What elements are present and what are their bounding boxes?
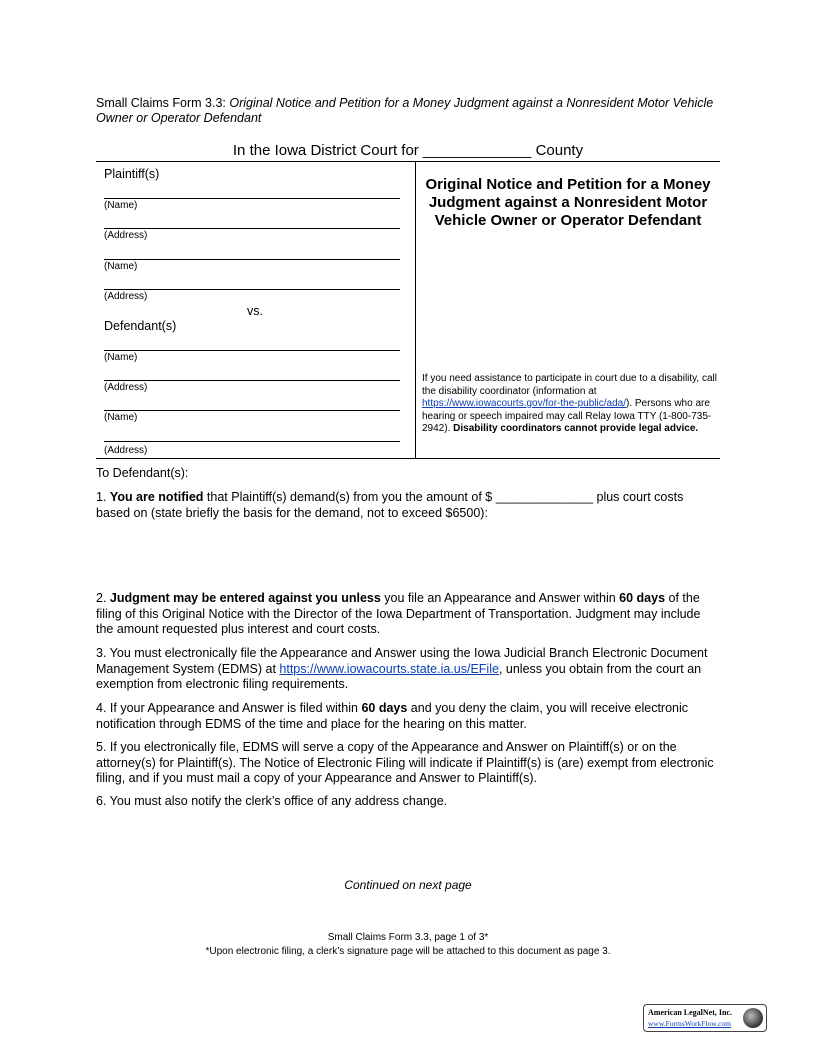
defendant-2-address-field[interactable] xyxy=(104,441,400,442)
assistance-bold-note: Disability coordinators cannot provide legal advice. xyxy=(453,423,699,434)
paragraph-4 xyxy=(96,701,720,732)
caption-divider xyxy=(415,161,416,458)
paragraph-4-text-1: 4. If your Appearance and Answer is filed within xyxy=(96,701,362,715)
plaintiffs-label: Plaintiff(s) xyxy=(104,167,160,181)
plaintiff-1-address-field[interactable] xyxy=(104,228,400,229)
caption-title: Original Notice and Petition for a Money Judgment against a Nonresident Motor Vehicle Owner or Operator Defendant xyxy=(425,176,711,229)
defendant-2-name-field[interactable] xyxy=(104,410,400,411)
assistance-text-before: If you need assistance to participate in court due to a disability, call the disability coordinator (information at xyxy=(422,373,717,397)
efile-link[interactable]: https://www.iowacourts.state.ia.us/EFile xyxy=(279,661,499,676)
paragraph-1 xyxy=(96,490,720,521)
continued-note: Continued on next page xyxy=(344,878,472,892)
paragraph-4-text-2: and you deny the claim, you will receive electronic notification through EDMS of the time and place for the hearing on this matter. xyxy=(96,701,689,731)
form-header-title: Original Notice and Petition for a Money Judgment against a Nonresident Motor Vehicle Owner or Operator Defendant xyxy=(96,96,714,125)
defendant-1-name-label: (Name) xyxy=(104,352,138,363)
form-header xyxy=(96,96,726,126)
defendants-label: Defendant(s) xyxy=(104,319,177,333)
caption-bottom-rule xyxy=(96,458,720,459)
plaintiff-2-name-field[interactable] xyxy=(104,259,400,260)
caption-top-rule xyxy=(96,161,720,162)
defendant-2-address-label: (Address) xyxy=(104,445,148,456)
paragraph-3 xyxy=(96,646,720,693)
plaintiff-1-name-field[interactable] xyxy=(104,198,400,199)
logo-company-name: American LegalNet, Inc. xyxy=(648,1008,732,1017)
plaintiff-1-name-label: (Name) xyxy=(104,200,138,211)
logo-website[interactable]: www.FormsWorkFlow.com xyxy=(648,1019,732,1028)
paragraph-3-text-1: 3. You must electronically file the Appearance and Answer using the Iowa Judicial Branch Electronic Document Management System (EDMS) at xyxy=(96,646,708,676)
paragraph-2-deadline: 60 days xyxy=(619,591,666,605)
defendant-1-address-field[interactable] xyxy=(104,380,400,381)
paragraph-2-text-2: of the filing of this Original Notice with the Director of the Iowa Department of Transportation. Judgment may include the amount requested plus interest and court costs. xyxy=(96,591,701,636)
defendant-2-name-label: (Name) xyxy=(104,412,138,423)
paragraph-6: 6. You must also notify the clerk’s office of any address change. xyxy=(96,794,448,808)
plaintiff-2-address-label: (Address) xyxy=(104,291,148,302)
paragraph-2-bold: Judgment may be entered against you unless xyxy=(109,591,381,605)
paragraph-1-text: that Plaintiff(s) demand(s) from you the amount of $ ______________ plus court costs based on (state briefly the basis for the demand, not to exceed $6500): xyxy=(96,490,684,520)
ada-link[interactable]: https://www.iowacourts.gov/for-the-public/ada/ xyxy=(422,398,626,409)
to-defendants-heading: To Defendant(s): xyxy=(96,466,189,480)
disability-assistance-notice xyxy=(422,373,718,436)
paragraph-5: 5. If you electronically file, EDMS will serve a copy of the Appearance and Answer on Plaintiff(s) or on the attorney(s) for Plaintiff(s). The Notice of Electronic Filing will indicate if Plaintiff(s) is (are) exempt from electronic filing, and if you must mail a copy of your Appearance and Answer to Plaintiff(s). xyxy=(96,740,714,785)
paragraph-2 xyxy=(96,591,720,638)
court-line: In the Iowa District Court for _____________ County xyxy=(232,142,584,159)
paragraph-1-bold: You are notified xyxy=(109,490,204,504)
footer-page-number: Small Claims Form 3.3, page 1 of 3* xyxy=(327,932,489,943)
paragraph-3-text-2: , unless you obtain from the court an exemption from electronic filing requirements. xyxy=(96,661,702,691)
form-label: Small Claims Form 3.3: xyxy=(96,96,226,110)
defendant-1-name-field[interactable] xyxy=(104,350,400,351)
plaintiff-2-name-label: (Name) xyxy=(104,261,138,272)
plaintiff-2-address-field[interactable] xyxy=(104,289,400,290)
page-footer xyxy=(96,931,720,959)
paragraph-2-number: 2. xyxy=(96,591,110,605)
americanlegalnet-logo[interactable] xyxy=(643,1004,767,1032)
defendant-1-address-label: (Address) xyxy=(104,382,148,393)
globe-icon xyxy=(743,1008,763,1028)
assistance-text-after: ). Persons who are hearing or speech impaired may call Relay Iowa TTY (1-800-735-2942). xyxy=(422,398,712,434)
versus-label: vs. xyxy=(247,304,263,318)
paragraph-2-text-1: you file an Appearance and Answer within xyxy=(380,591,620,605)
paragraph-4-deadline: 60 days xyxy=(361,701,408,715)
paragraph-1-number: 1. xyxy=(96,490,110,504)
footer-note: *Upon electronic filing, a clerk’s signature page will be attached to this document as page 3. xyxy=(205,946,611,957)
plaintiff-1-address-label: (Address) xyxy=(104,230,148,241)
